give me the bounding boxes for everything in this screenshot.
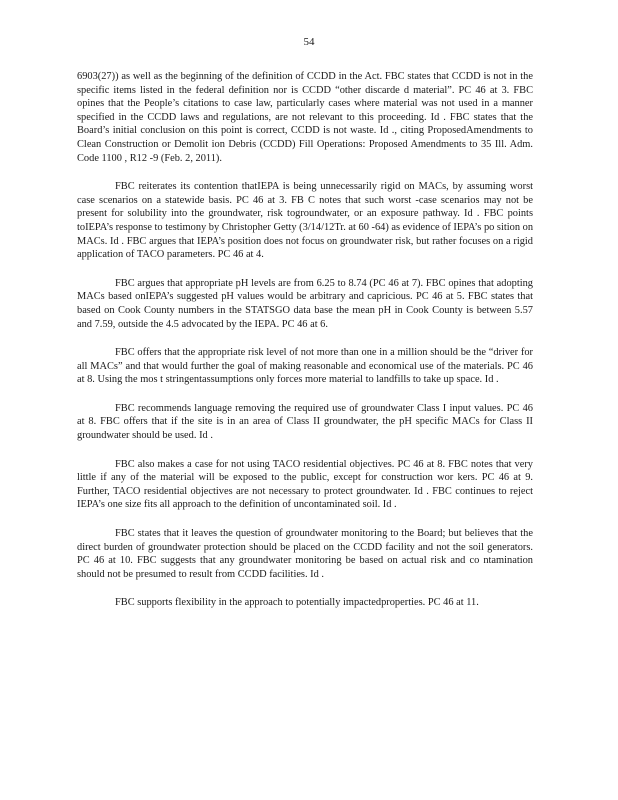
paragraph: FBC supports flexibility in the approach to potentially impactedproperties. PC 46 at 11.	[115, 597, 479, 609]
paragraph: FBC argues that appropriate pH levels are from 6.25 to 8.74 (PC 46 at 7). FBC opines that adopting MACs based onIEPA’s suggested pH values would be arbitrary and capricious. PC 46 at 5. FBC states that based on Cook County numbers in the STATSGO data base the mean pH in Cook County is between 5.57 and 7.59, outside the 4.5 advocated by the IEPA. PC 46 at 6.	[77, 277, 533, 330]
page-number: 54	[303, 36, 315, 48]
paragraph: 6903(27)) as well as the beginning of the definition of CCDD in the Act. FBC states that CCDD is not in the specific items listed in the federal definition nor is CCDD “other discarde d material”. PC 46 at 3. FBC opines that the People’s citations to case law, particularly cases where material was not used in a manner specified in the CCDD laws and regulations, are not relevant to this proceeding. Id . FBC states that the Board’s initial conclusion on this point is correct, CCDD is not waste. Id ., citing ProposedAmendments to Clean Construction or Demolit ion Debris (CCDD) Fill Operations: Proposed Amendments to 35 Ill. Adm. Code 1100 , R12 -9 (Feb. 2, 2011).	[77, 71, 533, 164]
paragraph: FBC states that it leaves the question of groundwater monitoring to the Board; but believes that the direct burden of groundwater protection should be placed on the CCDD facility and not the soil generators. PC 46 at 10. FBC suggests that any groundwater monitoring be based on actual risk and co ntamination should not be presumed to result from CCDD facilities. Id .	[77, 528, 533, 580]
paragraph: FBC offers that the appropriate risk level of not more than one in a million should be the “driver for all MACs” and that would further the goal of making reasonable and economical use of the materials. PC 46 at 8. Using the mos t stringentassumptions only forces more material to landfills to take up space. Id .	[77, 347, 533, 386]
paragraph: FBC reiterates its contention thatIEPA is being unnecessarily rigid on MACs, by assuming worst case scenarios on a statewide basis. PC 46 at 3. FB C notes that such worst -case scenarios may not be present for solubility into the groundwater, risk togroundwater, or an exposure pathway. Id . FBC points toIEPA’s response to testimony by Christopher Getty (3/14/12Tr. at 60 -64) as evidence of IEPA’s po sition on MACs. Id . FBC argues that IEPA’s position does not focus on groundwater risk, but rather focuses on a rigid application of TACO parameters. PC 46 at 4.	[77, 181, 534, 261]
paragraph: FBC recommends language removing the required use of groundwater Class I input values. PC 46 at 8. FBC offers that if the site is in an area of Class II groundwater, the pH specific MACs for Class II groundwater should be used. Id .	[77, 402, 533, 442]
body-text	[77, 70, 533, 625]
paragraph: FBC also makes a case for not using TACO residential objectives. PC 46 at 8. FBC notes that very little if any of the material will be exposed to the public, except for construction wor kers. PC 46 at 9. Further, TACO residential objectives are not necessary to protect groundwater. Id . FBC continues to reject IEPA’s one size fits all approach to the definition of uncontaminated soil. Id .	[77, 458, 533, 511]
